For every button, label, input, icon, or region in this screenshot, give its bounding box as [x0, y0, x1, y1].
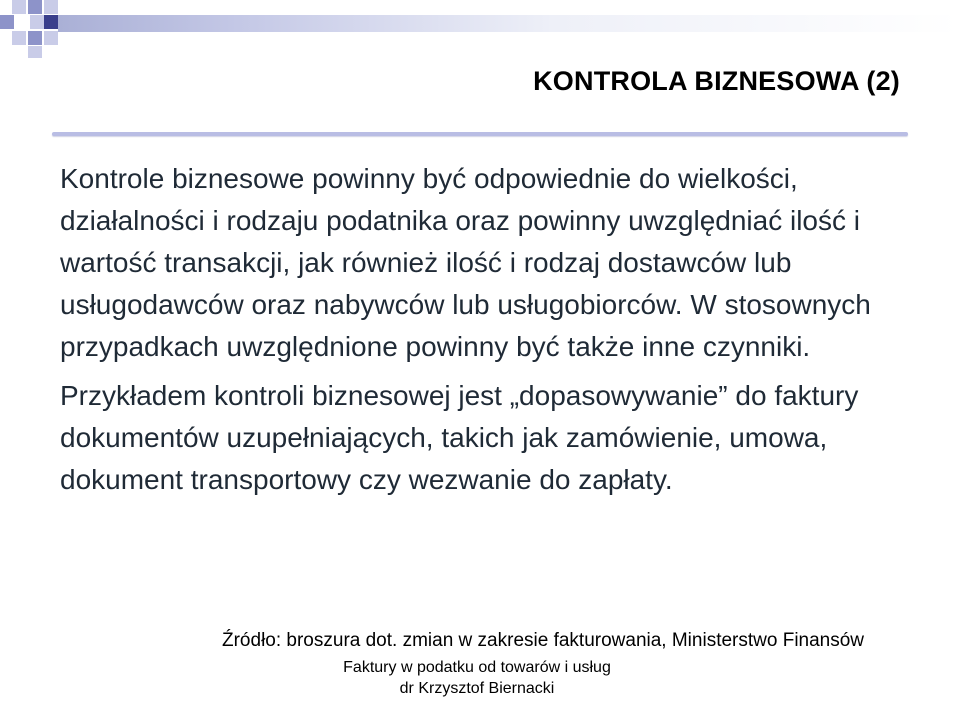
body-paragraph-2: Przykładem kontroli biznesowej jest „dopasowywanie” do faktury dokumentów uzupełniających, takich jak zamówienie, umowa, dokument transportowy czy wezwanie do zapłaty. — [60, 380, 859, 495]
slide-title: KONTROLA BIZNESOWA (2) — [533, 66, 900, 96]
footer-author: dr Krzysztof Biernacki — [399, 680, 555, 697]
decorative-top-bar — [58, 15, 959, 32]
footer-course-title: Faktury w podatku od towarów i usług — [343, 659, 611, 676]
source-citation: Źródło: broszura dot. zmian w zakresie fakturowania, Ministerstwo Finansów — [222, 630, 865, 651]
body-paragraph-1: Kontrole biznesowe powinny być odpowiednie do wielkości, działalności i rodzaju podatnika oraz powinny uwzględniać ilość i wartość transakcji, jak również ilość i rodzaj dostawców lub usługodawców oraz nabywców lub usługobiorców. W stosownych przypadkach uwzględnione powinny być także inne czynniki. — [60, 163, 871, 362]
title-divider — [52, 132, 908, 136]
slide-body — [60, 158, 910, 501]
slide-footer — [343, 657, 611, 699]
